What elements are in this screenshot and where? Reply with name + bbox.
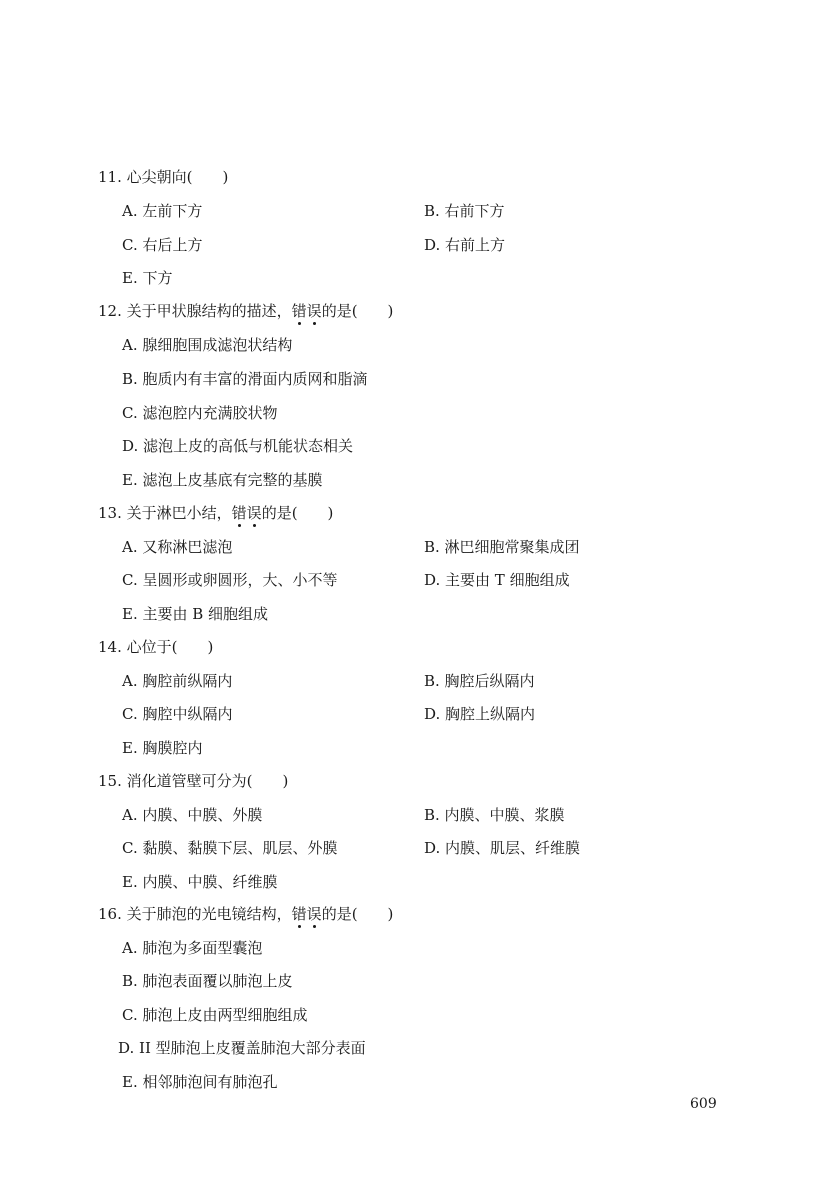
question-text: 关于甲状腺结构的描述， — [126, 302, 292, 320]
option-e: E. 胸膜腔内 — [122, 739, 203, 757]
option-a: A. 肺泡为多面型囊泡 — [122, 939, 263, 957]
question-number: 11. — [98, 168, 122, 186]
emphasis-char: 误 — [246, 504, 262, 522]
question-12-stem — [98, 300, 393, 321]
option-d: D. 内膜、肌层、纤维膜 — [424, 839, 581, 857]
option-d: D. 主要由 T 细胞组成 — [424, 571, 570, 589]
option-d: D. 胸腔上纵隔内 — [424, 705, 536, 723]
emphasis-char: 错 — [291, 905, 307, 923]
option-b: B. 肺泡表面覆以肺泡上皮 — [122, 972, 293, 990]
emphasis-char: 误 — [306, 905, 322, 923]
option-b: B. 右前下方 — [424, 202, 505, 220]
question-13-stem — [98, 502, 333, 523]
question-text: 消化道管壁可分为( ) — [126, 772, 289, 790]
question-text-tail: 的是( ) — [321, 302, 394, 320]
option-b: B. 内膜、中膜、浆膜 — [424, 806, 565, 824]
option-d: D. 右前上方 — [424, 236, 506, 254]
option-c: C. 肺泡上皮由两型细胞组成 — [122, 1006, 308, 1024]
page-number: 609 — [690, 1096, 717, 1112]
option-b: B. 胸腔后纵隔内 — [424, 672, 535, 690]
option-c: C. 呈圆形或卵圆形，大、小不等 — [122, 571, 338, 589]
question-11-stem — [98, 166, 228, 187]
question-number: 14. — [98, 638, 122, 656]
option-e: E. 下方 — [122, 269, 173, 287]
question-14-stem — [98, 636, 213, 657]
question-number: 13. — [98, 504, 122, 522]
question-text: 关于淋巴小结， — [126, 504, 232, 522]
option-d: D. 滤泡上皮的高低与机能状态相关 — [122, 437, 354, 455]
option-b: B. 胞质内有丰富的滑面内质网和脂滴 — [122, 370, 368, 388]
question-text-tail: 的是( ) — [321, 905, 394, 923]
emphasis-char: 误 — [306, 302, 322, 320]
question-number: 16. — [98, 905, 122, 923]
option-a: A. 左前下方 — [122, 202, 203, 220]
option-a: A. 内膜、中膜、外膜 — [122, 806, 263, 824]
option-e: E. 相邻肺泡间有肺泡孔 — [122, 1073, 278, 1091]
option-e: E. 主要由 B 细胞组成 — [122, 605, 269, 623]
question-15-stem — [98, 770, 288, 791]
question-text-tail: 的是( ) — [261, 504, 334, 522]
question-text: 心尖朝向( ) — [126, 168, 229, 186]
question-number: 15. — [98, 772, 122, 790]
option-b: B. 淋巴细胞常聚集成团 — [424, 538, 580, 556]
option-d: D. II 型肺泡上皮覆盖肺泡大部分表面 — [118, 1039, 366, 1057]
question-number: 12. — [98, 302, 122, 320]
option-c: C. 胸腔中纵隔内 — [122, 705, 233, 723]
option-a: A. 胸腔前纵隔内 — [122, 672, 233, 690]
option-a: A. 又称淋巴滤泡 — [122, 538, 233, 556]
question-text: 关于肺泡的光电镜结构， — [126, 905, 292, 923]
option-e: E. 滤泡上皮基底有完整的基膜 — [122, 471, 323, 489]
emphasis-char: 错 — [231, 504, 247, 522]
question-16-stem — [98, 903, 393, 924]
option-a: A. 腺细胞围成滤泡状结构 — [122, 336, 293, 354]
option-c: C. 右后上方 — [122, 236, 203, 254]
option-c: C. 滤泡腔内充满胶状物 — [122, 404, 278, 422]
emphasis-char: 错 — [291, 302, 307, 320]
option-e: E. 内膜、中膜、纤维膜 — [122, 873, 278, 891]
option-c: C. 黏膜、黏膜下层、肌层、外膜 — [122, 839, 338, 857]
question-text: 心位于( ) — [126, 638, 214, 656]
